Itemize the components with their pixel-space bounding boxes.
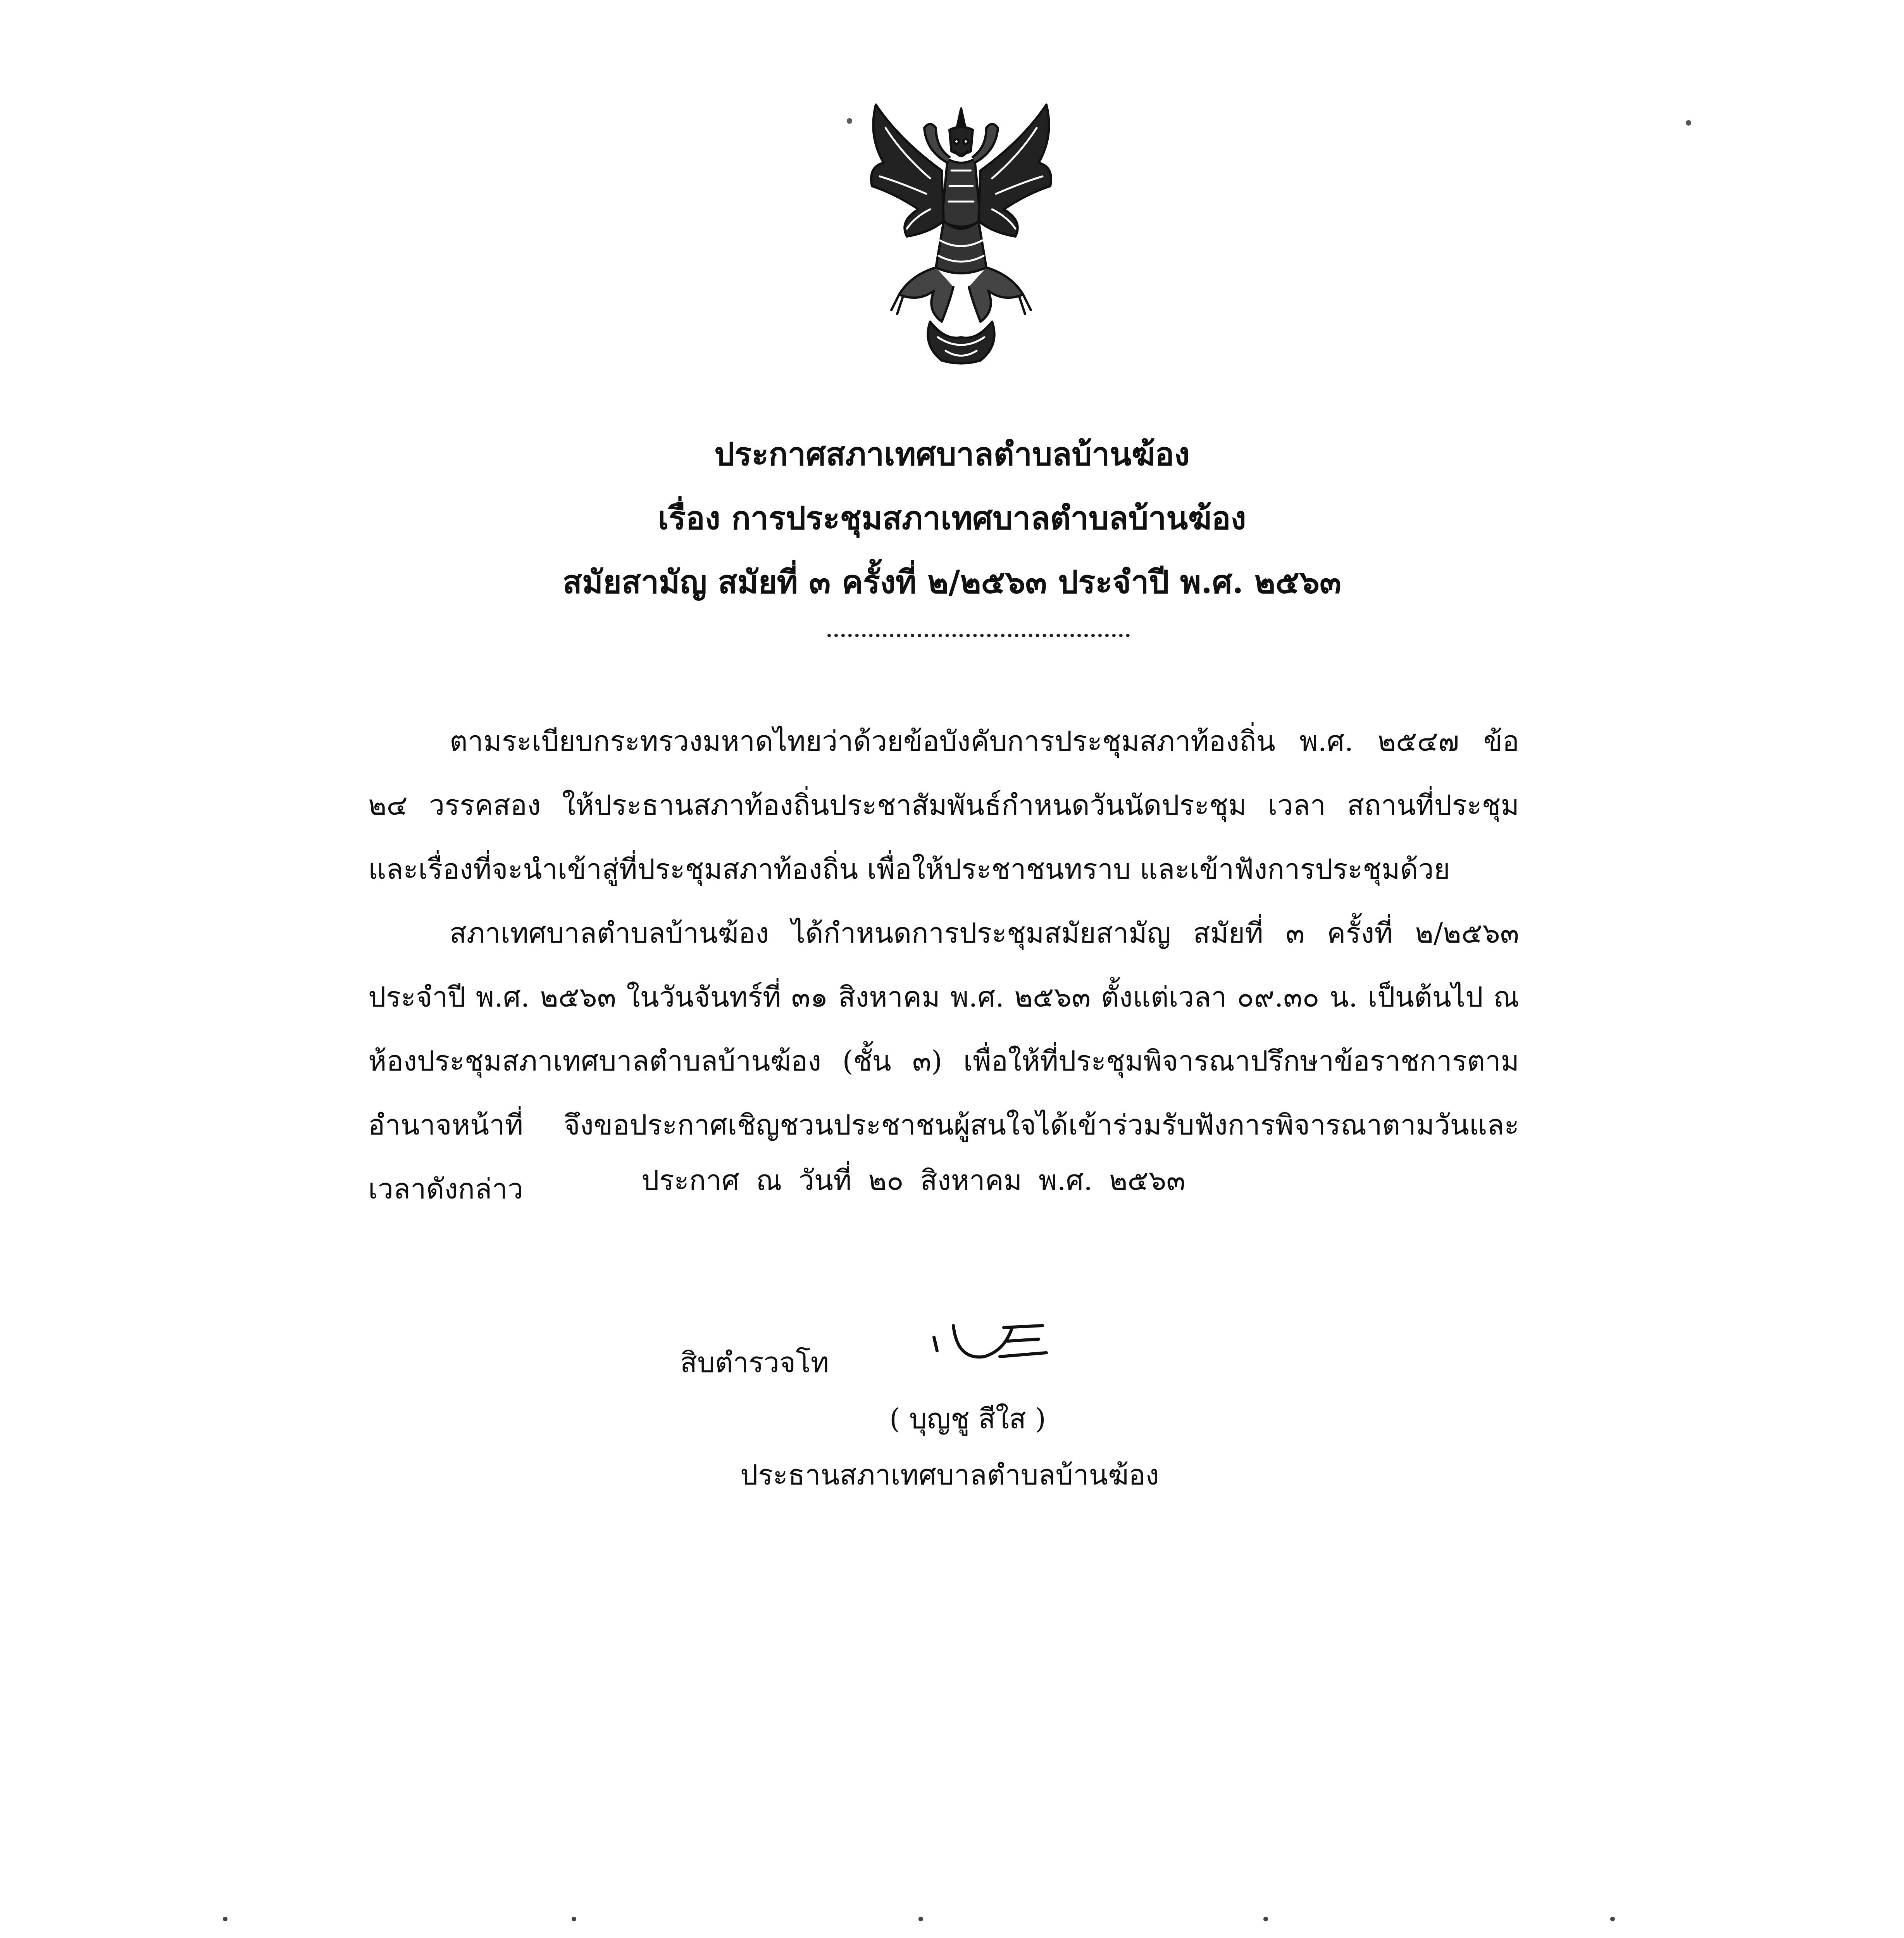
- scan-speck: [1610, 1917, 1615, 1921]
- scan-speck: [918, 1917, 923, 1921]
- handwritten-signature: [926, 1314, 1054, 1380]
- body-paragraph-regulation: ตามระเบียบกระทรวงมหาดไทยว่าด้วยข้อบังคับการประชุมสภาท้องถิ่น พ.ศ. ๒๕๔๗ ข้อ ๒๔ วรรคสอง ให้ประธานสภาท้องถิ่นประชาสัมพันธ์กำหนดวันนัดประชุม เวลา สถานที่ประชุม และเรื่องที่จะนำเข้าสู่ที่ประชุมสภาท้องถิ่น เพื่อให้ประชาชนทราบ และเข้าฟังการประชุมด้วย: [368, 725, 1519, 885]
- scan-speck: [1686, 120, 1691, 126]
- body-paragraph-meeting: สภาเทศบาลตำบลบ้านฆ้อง ได้กำหนดการประชุมสมัยสามัญ สมัยที่ ๓ ครั้งที่ ๒/๒๕๖๓ ประจำปี พ.ศ. ๒๕๖๓ ในวันจันทร์ที่ ๓๑ สิงหาคม พ.ศ. ๒๕๖๓ ตั้งแต่เวลา ๐๙.๓๐ น. เป็นต้นไป ณ ห้องประชุมสภาเทศบาลตำบลบ้านฆ้อง (ชั้น ๓) เพื่อให้ที่ประชุมพิจารณาปรึกษาข้อราชการตามอำนาจหน้าที่ จึงขอประกาศเชิญชวนประชาชนผู้สนใจได้เข้าร่วมรับฟังการพิจารณาตามวันและเวลาดังกล่าว: [368, 917, 1519, 1205]
- signer-name: ( บุญชู สีใส ): [889, 1402, 1046, 1435]
- announcement-session: สมัยสามัญ สมัยที่ ๓ ครั้งที่ ๒/๒๕๖๓ ประจำปี พ.ศ. ๒๕๖๓: [562, 564, 1342, 601]
- announcement-title: ประกาศสภาเทศบาลตำบลบ้านฆ้อง: [714, 436, 1190, 473]
- signer-rank: สิบตำรวจโท: [680, 1346, 829, 1379]
- signer-position: ประธานสภาเทศบาลตำบลบ้านฆ้อง: [740, 1459, 1159, 1491]
- scan-speck: [847, 118, 852, 124]
- garuda-emblem-icon: [853, 93, 1070, 372]
- scan-speck: [1263, 1917, 1268, 1921]
- announcement-subject: เรื่อง การประชุมสภาเทศบาลตำบลบ้านฆ้อง: [658, 500, 1246, 537]
- announcement-date: ประกาศ ณ วันที่ ๒๐ สิงหาคม พ.ศ. ๒๕๖๓: [641, 1164, 1185, 1197]
- announcement-title-block: [0, 422, 1904, 614]
- scan-speck: [223, 1917, 227, 1921]
- scan-speck: [572, 1917, 576, 1921]
- title-divider-dots: [827, 614, 1027, 632]
- title-divider: [827, 634, 1130, 637]
